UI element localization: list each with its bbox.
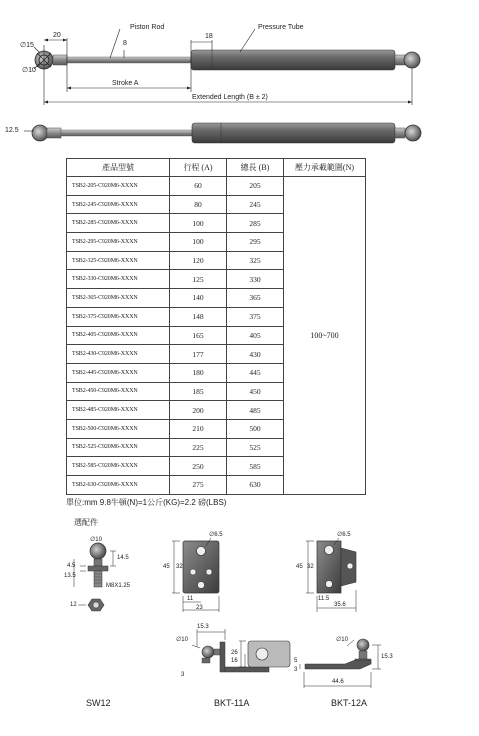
sw12-dim-13-5: 13.5 bbox=[64, 573, 76, 579]
bkt11a-dim-16: 16 bbox=[231, 658, 238, 664]
bkt11a-dim-11: 11 bbox=[187, 596, 194, 602]
bkt11a-top-view bbox=[172, 538, 219, 612]
model-cell: TSB2-585-C920M6-XXXN bbox=[67, 457, 170, 476]
sw12-drawing bbox=[74, 543, 116, 611]
model-cell: TSB2-295-C920M6-XXXN bbox=[67, 233, 170, 252]
length-cell: 325 bbox=[227, 251, 284, 270]
stroke-cell: 120 bbox=[170, 251, 227, 270]
stroke-cell: 210 bbox=[170, 419, 227, 438]
dim-18: 18 bbox=[205, 33, 213, 40]
model-cell: TSB2-450-C920M6-XXXN bbox=[67, 382, 170, 401]
bkt12a-dim-5: 5 bbox=[294, 658, 298, 664]
header-model: 產品型號 bbox=[67, 159, 170, 177]
model-cell: TSB2-330-C920M6-XXXN bbox=[67, 270, 170, 289]
sw12-caption: SW12 bbox=[86, 698, 111, 708]
model-cell: TSB2-500-C920M6-XXXN bbox=[67, 419, 170, 438]
stroke-cell: 200 bbox=[170, 401, 227, 420]
dim-8: 8 bbox=[123, 40, 127, 47]
sw12-dim-4-5: 4.5 bbox=[67, 563, 76, 569]
model-cell: TSB2-285-C920M6-XXXN bbox=[67, 214, 170, 233]
sw12-dim-12: 12 bbox=[70, 602, 77, 608]
dim-20: 20 bbox=[53, 32, 61, 39]
model-cell: TSB2-245-C920M6-XXXN bbox=[67, 195, 170, 214]
model-cell: TSB2-325-C920M6-XXXN bbox=[67, 251, 170, 270]
model-cell: TSB2-375-C920M6-XXXN bbox=[67, 307, 170, 326]
bkt11a-dim-3: 3 bbox=[181, 672, 185, 678]
length-cell: 450 bbox=[227, 382, 284, 401]
bkt11a-dim-phi10: ∅10 bbox=[176, 637, 188, 643]
bkt12a-top-view bbox=[306, 538, 356, 612]
bkt11a-side-view bbox=[192, 629, 290, 672]
length-cell: 445 bbox=[227, 363, 284, 382]
bkt12a-dim-phi6-5: ∅6.5 bbox=[337, 532, 351, 538]
bkt12a-dim-45: 45 bbox=[296, 564, 303, 570]
bkt11a-dim-23: 23 bbox=[196, 605, 203, 611]
bkt12a-caption: BKT-12A bbox=[331, 698, 368, 708]
units-note: 單位:mm 9.8牛頓(N)=1公斤(KG)=2.2 磅(LBS) bbox=[66, 498, 227, 507]
stroke-cell: 80 bbox=[170, 195, 227, 214]
stroke-cell: 140 bbox=[170, 289, 227, 308]
bkt11a-caption: BKT-11A bbox=[214, 698, 250, 708]
length-cell: 500 bbox=[227, 419, 284, 438]
header-force: 壓力承載範圍(N) bbox=[284, 159, 366, 177]
bkt11a-dim-15-3: 15.3 bbox=[197, 624, 209, 630]
model-cell: TSB2-525-C920M6-XXXN bbox=[67, 438, 170, 457]
header-stroke: 行程 (A) bbox=[170, 159, 227, 177]
model-cell: TSB2-445-C920M6-XXXN bbox=[67, 363, 170, 382]
bkt12a-dim-32: 32 bbox=[307, 564, 314, 570]
stroke-cell: 100 bbox=[170, 214, 227, 233]
sw12-dim-14-5: 14.5 bbox=[117, 555, 129, 561]
model-cell: TSB2-205-C920M6-XXXN bbox=[67, 177, 170, 196]
stroke-cell: 100 bbox=[170, 233, 227, 252]
stroke-cell: 148 bbox=[170, 307, 227, 326]
stroke-cell: 177 bbox=[170, 345, 227, 364]
stroke-cell: 185 bbox=[170, 382, 227, 401]
bkt11a-dim-32: 32 bbox=[176, 564, 183, 570]
accessories-title: 選配件 bbox=[74, 518, 98, 527]
stroke-cell: 165 bbox=[170, 326, 227, 345]
dim-phi15: ∅15 bbox=[20, 42, 34, 49]
bkt12a-dim-35-6: 35.6 bbox=[334, 602, 346, 608]
bkt11a-dim-45: 45 bbox=[163, 564, 170, 570]
length-cell: 365 bbox=[227, 289, 284, 308]
sw12-dim-thread: M8X1.25 bbox=[106, 583, 131, 589]
pressure-tube-label: Pressure Tube bbox=[258, 24, 304, 31]
model-cell: TSB2-485-C920M6-XXXN bbox=[67, 401, 170, 420]
sw12-dim-phi10: ∅10 bbox=[90, 537, 102, 543]
stroke-cell: 275 bbox=[170, 476, 227, 495]
model-cell: TSB2-365-C920M6-XXXN bbox=[67, 289, 170, 308]
stroke-cell: 125 bbox=[170, 270, 227, 289]
stroke-cell: 180 bbox=[170, 363, 227, 382]
piston-rod-label: Piston Rod bbox=[130, 24, 165, 31]
bkt12a-dim-phi10: ∅10 bbox=[336, 637, 348, 643]
model-cell: TSB2-430-C920M6-XXXN bbox=[67, 345, 170, 364]
length-cell: 405 bbox=[227, 326, 284, 345]
length-cell: 630 bbox=[227, 476, 284, 495]
length-cell: 295 bbox=[227, 233, 284, 252]
model-cell: TSB2-405-C920M6-XXXN bbox=[67, 326, 170, 345]
length-cell: 245 bbox=[227, 195, 284, 214]
extended-length-label: Extended Length (B ± 2) bbox=[192, 94, 268, 101]
stroke-cell: 60 bbox=[170, 177, 227, 196]
length-cell: 525 bbox=[227, 438, 284, 457]
length-cell: 330 bbox=[227, 270, 284, 289]
stroke-cell: 225 bbox=[170, 438, 227, 457]
stroke-cell: 250 bbox=[170, 457, 227, 476]
model-cell: TSB2-630-C920M6-XXXN bbox=[67, 476, 170, 495]
length-cell: 430 bbox=[227, 345, 284, 364]
length-cell: 485 bbox=[227, 401, 284, 420]
dim-phi10: ∅10 bbox=[22, 67, 36, 74]
bkt12a-dim-44-6: 44.6 bbox=[332, 679, 344, 685]
length-cell: 375 bbox=[227, 307, 284, 326]
length-cell: 205 bbox=[227, 177, 284, 196]
stroke-label: Stroke A bbox=[112, 80, 139, 87]
force-range-cell: 100~700 bbox=[284, 177, 366, 495]
dim-12-5: 12.5 bbox=[5, 127, 19, 134]
bkt12a-dim-11-5: 11.5 bbox=[318, 596, 330, 602]
bkt11a-dim-26: 26 bbox=[231, 650, 238, 656]
bkt12a-dim-3: 3 bbox=[294, 667, 298, 673]
header-length: 總長 (B) bbox=[227, 159, 284, 177]
bkt12a-dim-15-3: 15.3 bbox=[381, 654, 393, 660]
length-cell: 585 bbox=[227, 457, 284, 476]
length-cell: 285 bbox=[227, 214, 284, 233]
bkt11a-dim-phi6-5: ∅6.5 bbox=[209, 532, 223, 538]
